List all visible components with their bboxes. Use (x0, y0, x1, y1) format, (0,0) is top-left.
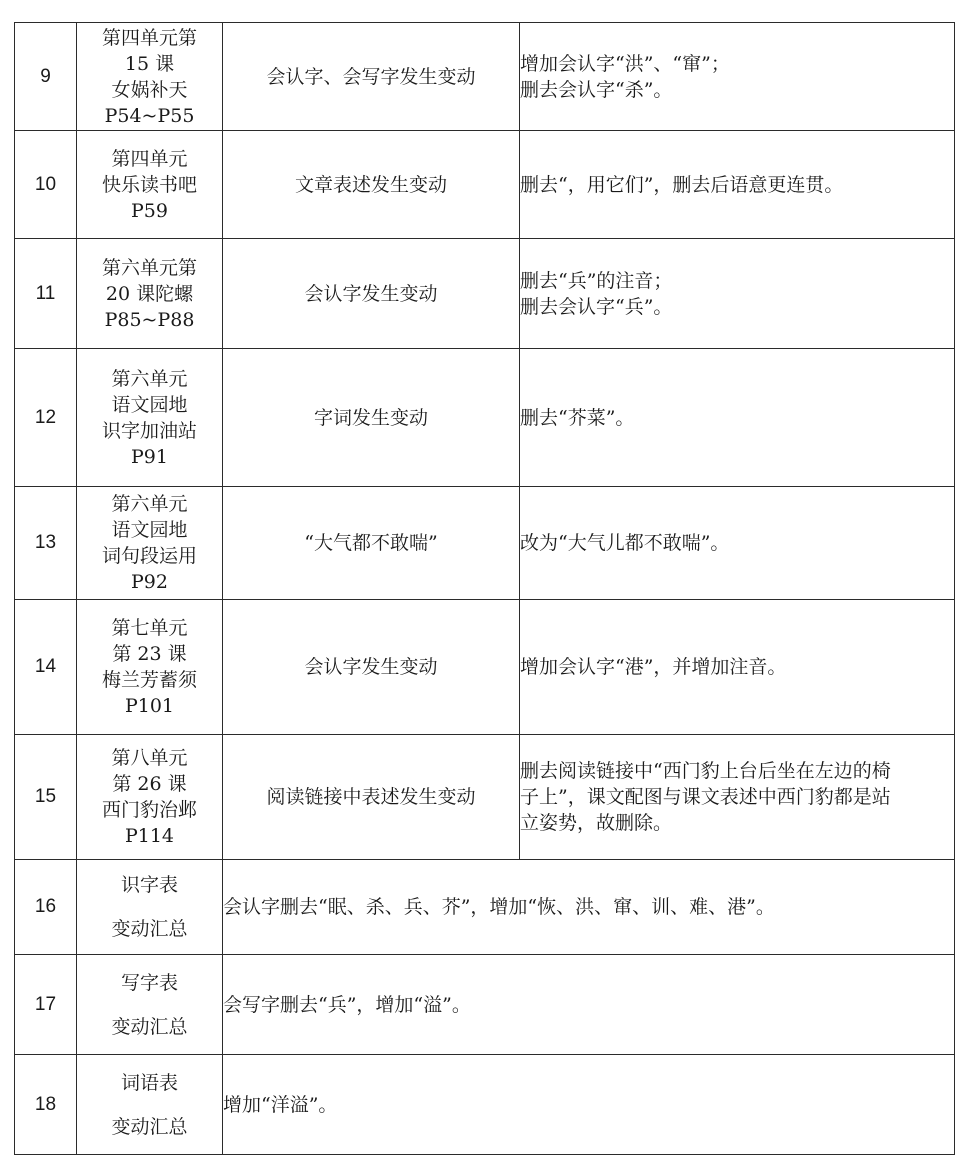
row-number: 18 (15, 1055, 77, 1155)
location-line: P91 (131, 445, 168, 468)
lesson-location (77, 23, 223, 131)
location-line: P85~P88 (104, 308, 195, 331)
detail-line: 删去“，用它们”，删去后语意更连贯。 (520, 173, 844, 196)
location-line: 词句段运用 (101, 545, 197, 567)
table-row (15, 349, 955, 487)
summary-text: 会写字删去“兵”，增加“溢”。 (223, 955, 955, 1055)
location-line: 识字表 (120, 874, 178, 896)
summary-text: 会认字删去“眠、杀、兵、芥”，增加“恢、洪、窜、训、难、港”。 (223, 860, 955, 955)
location-line: P92 (131, 571, 168, 593)
summary-row (15, 955, 955, 1055)
change-type: 会认字发生变动 (223, 600, 520, 735)
table-row (15, 735, 955, 860)
location-line: 第六单元 (111, 367, 188, 390)
change-detail (520, 600, 955, 735)
location-line: 识字加油站 (101, 419, 197, 442)
location-line: 20 课陀螺 (105, 282, 194, 305)
row-number: 15 (15, 735, 77, 860)
location-line: 女娲补天 (111, 78, 188, 101)
row-number: 16 (15, 860, 77, 955)
detail-line: 删去阅读链接中“西门豹上台后坐在左边的椅 (520, 760, 891, 782)
table-row (15, 600, 955, 735)
row-number: 9 (15, 23, 77, 131)
lesson-location (77, 349, 223, 487)
detail-line: 改为“大气儿都不敢喘”。 (520, 532, 730, 554)
location-line: 梅兰芳蓄须 (101, 669, 197, 691)
detail-line: 删去会认字“杀”。 (520, 78, 673, 101)
summary-location (77, 955, 223, 1055)
location-line: P114 (124, 825, 175, 847)
lesson-location (77, 487, 223, 600)
detail-line: 增加会认字“洪”、“窜”； (520, 52, 730, 75)
location-line: 语文园地 (111, 519, 188, 541)
change-type: 字词发生变动 (223, 349, 520, 487)
location-line: 写字表 (120, 971, 178, 994)
location-line: P101 (124, 695, 175, 717)
location-line: 第四单元第 (101, 26, 197, 49)
location-line: 15 课 (124, 52, 175, 75)
location-line: P59 (131, 199, 168, 222)
table-row (15, 239, 955, 349)
change-detail (520, 735, 955, 860)
location-line: 第八单元 (111, 747, 188, 769)
change-detail (520, 239, 955, 349)
location-line: 西门豹治邺 (101, 799, 197, 821)
change-type: 会认字发生变动 (223, 239, 520, 349)
location-line: 第六单元 (111, 493, 188, 515)
row-number: 11 (15, 239, 77, 349)
detail-line: 子上”，课文配图与课文表述中西门豹都是站 (520, 786, 891, 808)
change-type: 文章表述发生变动 (223, 131, 520, 239)
location-line: 词语表 (120, 1071, 178, 1094)
lesson-location (77, 131, 223, 239)
location-line: 变动汇总 (111, 1115, 188, 1138)
lesson-location (77, 600, 223, 735)
location-line: P54~P55 (104, 104, 195, 127)
location-line: 快乐读书吧 (101, 173, 197, 196)
table-row (15, 487, 955, 600)
location-line: 变动汇总 (111, 918, 188, 940)
lesson-location (77, 239, 223, 349)
textbook-changes-table (14, 22, 955, 1155)
row-number: 17 (15, 955, 77, 1055)
change-type: “大气都不敢喘” (223, 487, 520, 600)
change-detail (520, 131, 955, 239)
location-line: 变动汇总 (111, 1015, 188, 1038)
detail-line: 删去“兵”的注音； (520, 269, 673, 292)
summary-row (15, 1055, 955, 1155)
summary-text: 增加“洋溢”。 (223, 1055, 955, 1155)
row-number: 14 (15, 600, 77, 735)
location-line: 第六单元第 (101, 256, 197, 279)
change-detail (520, 487, 955, 600)
change-type: 阅读链接中表述发生变动 (223, 735, 520, 860)
location-line: 第 26 课 (112, 773, 187, 795)
summary-row (15, 860, 955, 955)
change-detail (520, 349, 955, 487)
summary-location (77, 1055, 223, 1155)
location-line: 第七单元 (111, 617, 188, 639)
detail-line: 删去会认字“兵”。 (520, 295, 673, 318)
location-line: 第 23 课 (112, 643, 187, 665)
location-line: 语文园地 (111, 393, 188, 416)
detail-line: 立姿势，故删除。 (520, 812, 673, 834)
change-detail (520, 23, 955, 131)
detail-line: 增加会认字“港”，并增加注音。 (520, 656, 787, 678)
location-line: 第四单元 (111, 147, 188, 170)
row-number: 10 (15, 131, 77, 239)
row-number: 12 (15, 349, 77, 487)
summary-location (77, 860, 223, 955)
change-type: 会认字、会写字发生变动 (223, 23, 520, 131)
row-number: 13 (15, 487, 77, 600)
table-row (15, 131, 955, 239)
lesson-location (77, 735, 223, 860)
table-row (15, 23, 955, 131)
detail-line: 删去“芥菜”。 (520, 406, 635, 429)
table-body (15, 23, 955, 1155)
